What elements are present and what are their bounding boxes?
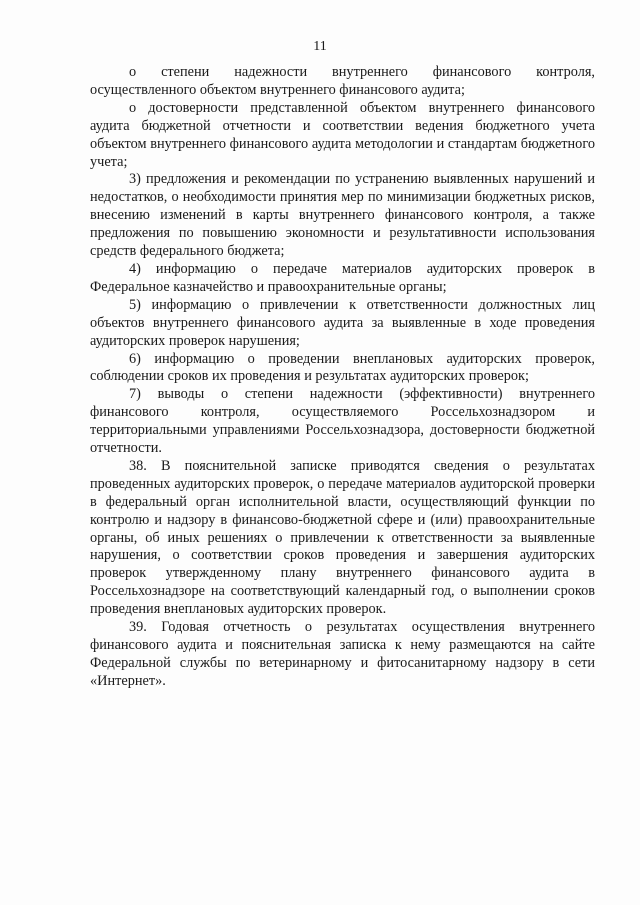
paragraph-38: 38. В пояснительной записке приводятся сведения о результатах проведенных аудиторских проверок, о передаче материалов аудиторской проверки в федеральный орган исполнительной власти, осуществляющий функции по контролю и надзору в финансово-бюджетной сфере и (или) правоохранительные органы, об иных решениях о привлечении к ответственности за выявленные нарушения, о соответствии сроков проведения и завершения аудиторских проверок утвержденному плану внутреннего финансового аудита в Россельхознадзоре на соответствующий календарный год, о выполнении сроков проведения внеплановых аудиторских проверок. (90, 457, 595, 618)
paragraph-accuracy: о достоверности представленной объектом внутреннего финансового аудита бюджетной отчетности и соответствии ведения бюджетного учета объектом внутреннего финансового аудита методологии и стандартам бюджетного учета; (90, 99, 595, 170)
paragraph-39: 39. Годовая отчетность о результатах осуществления внутреннего финансового аудита и пояснительная записка к нему размещаются на сайте Федеральной службы по ветеринарному и фитосанитарному надзору в сети «Интернет». (90, 619, 595, 689)
paragraph-item-7: 7) выводы о степени надежности (эффективности) внутреннего финансового контроля, осуществляемого Россельхознадзором и территориальными управлениями Россельхознадзора, достоверности бюджетной отчетности. (90, 386, 595, 457)
paragraph-item-4: 4) информацию о передаче материалов аудиторских проверок в Федеральное казначейство и правоохранительные органы; (90, 260, 595, 295)
document-body (90, 64, 595, 691)
page-number: 11 (313, 39, 327, 54)
paragraph-item-3: 3) предложения и рекомендации по устранению выявленных нарушений и недостатков, о необходимости принятия мер по минимизации бюджетных рисков, внесению изменений в карты внутреннего финансового контроля, а также предложения по повышению экономности и результативности использования средств федерального бюджета; (90, 171, 595, 260)
paragraph-reliability: о степени надежности внутреннего финансового контроля, осуществленного объектом внутреннего финансового аудита; (90, 64, 595, 98)
paragraph-item-6: 6) информацию о проведении внеплановых аудиторских проверок, соблюдении сроков их проведения и результатах аудиторских проверок; (90, 350, 595, 385)
paragraph-item-5: 5) информацию о привлечении к ответственности должностных лиц объектов внутреннего финансового аудита за выявленные в ходе проведения аудиторских проверок нарушения; (90, 296, 595, 349)
